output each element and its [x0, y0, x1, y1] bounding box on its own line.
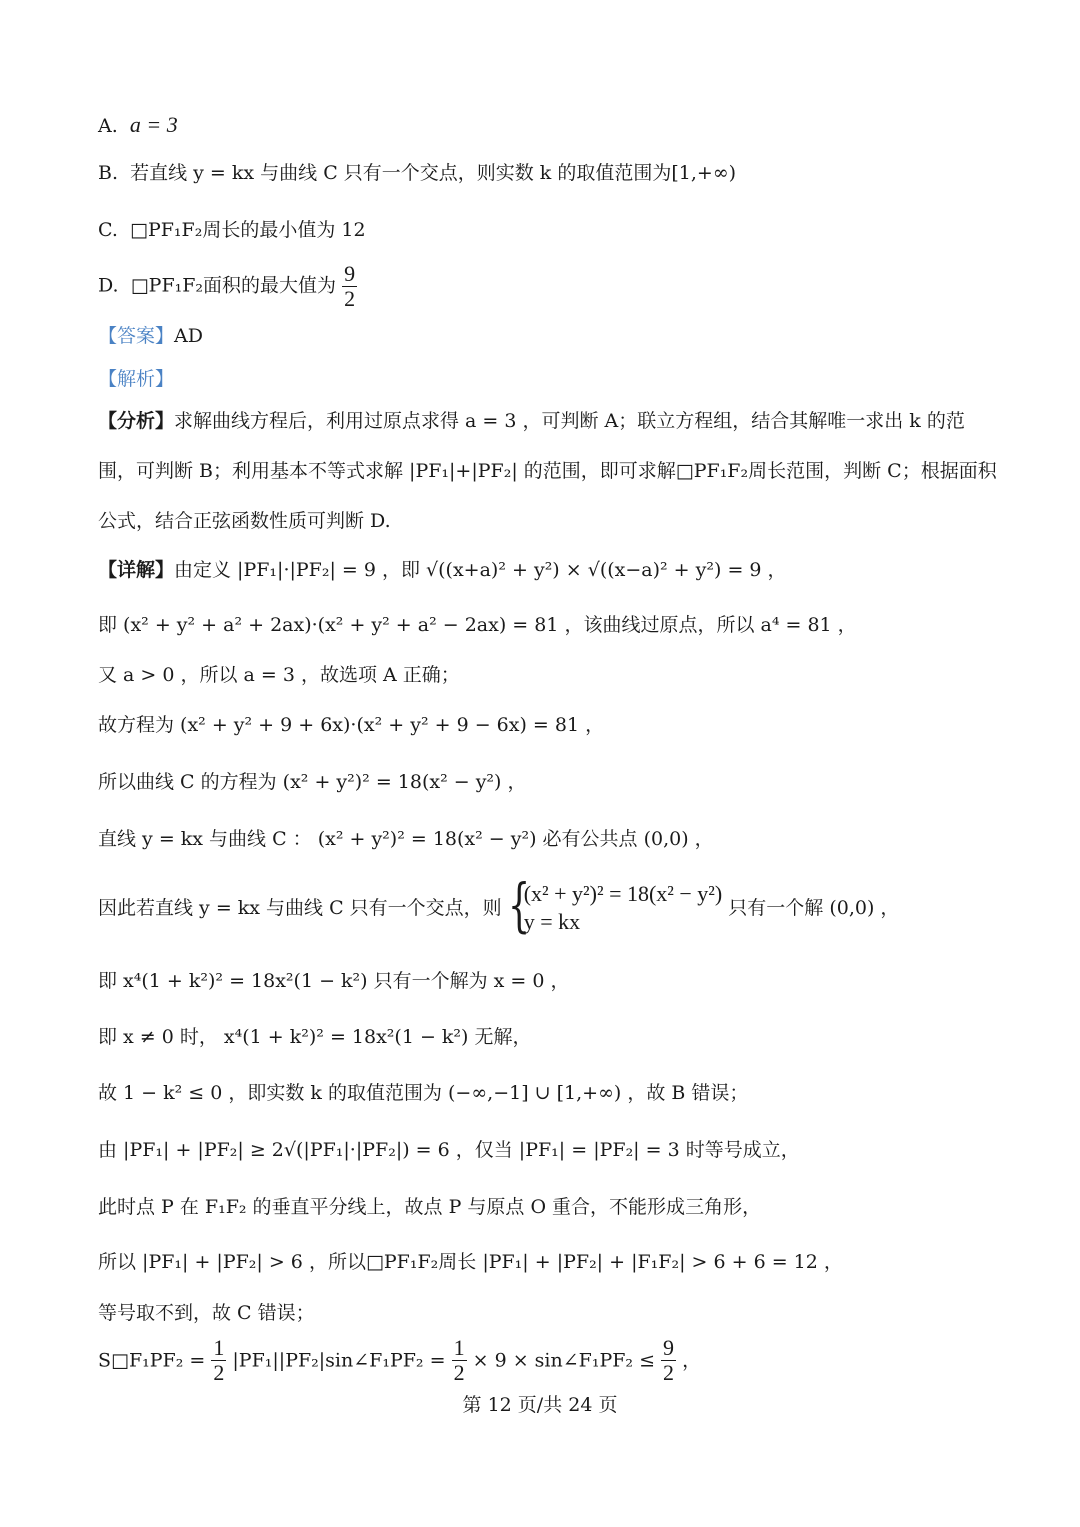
detail-line-13: 所以 |PF₁| + |PF₂| > 6 ，所以□PF₁F₂周长 |PF₁| + |PF₂| + |F₁F₂| > 6 + 6 = 12 ， — [98, 1251, 843, 1273]
detail-tag: 【详解】 — [98, 559, 175, 581]
detail-line-9: 即 x ≠ 0 时， x⁴(1 + k²)² = 18x²(1 − k²) 无解， — [98, 1026, 532, 1048]
fraction-half-1: $\frac{1}{2}$ — [213, 1335, 225, 1385]
detail-line-2: 即 (x² + y² + a² + 2ax)·(x² + y² + a² − 2ax) = 81 ，该曲线过原点，所以 a⁴ = 81 ， — [98, 614, 857, 636]
detail-line-12: 此时点 P 在 F₁F₂ 的垂直平分线上，故点 P 与原点 O 重合，不能形成三角形， — [98, 1196, 762, 1218]
analysis-tag-line — [98, 366, 174, 392]
equation-system: { (x² + y²)² = 18(x² − y²) y = kx — [507, 871, 723, 939]
detail-line-8: 即 x⁴(1 + k²)² = 18x²(1 − k²) 只有一个解为 x = 0 ， — [98, 970, 570, 992]
fenxi-line-1: 【分析】求解曲线方程后，利用过原点求得 a = 3 ，可判断 A；联立方程组，结合其解唯一求出 k 的范 — [98, 410, 965, 432]
option-b-text: 若直线 y = kx 与曲线 C 只有一个交点，则实数 k 的取值范围为[1,+∞) — [130, 162, 737, 184]
page-footer: 第 12 页/共 24 页 — [462, 1394, 618, 1416]
option-d: D. □PF₁F₂面积的最大值为 $\frac{9}{2}$ — [98, 261, 356, 311]
option-c: C. □PF₁F₂周长的最小值为 12 — [98, 219, 366, 241]
fraction-half-2: $\frac{1}{2}$ — [453, 1335, 465, 1385]
option-b: B. 若直线 y = kx 与曲线 C 只有一个交点，则实数 k 的取值范围为[1,+∞) — [98, 162, 737, 184]
answer-tag: 【答案】 — [98, 325, 175, 347]
fenxi-tag: 【分析】 — [98, 410, 175, 432]
detail-line-15: S□F₁PF₂ = $\frac{1}{2}$ |PF₁||PF₂|sin∠F₁PF₂ = $\frac{1}{2}$ × 9 × sin∠F₁PF₂ ≤ $\frac{9}{2}$ ， — [98, 1335, 702, 1385]
option-d-text: □PF₁F₂面积的最大值为 — [130, 274, 337, 297]
fraction-nine-halves-2: $\frac{9}{2}$ — [663, 1335, 675, 1385]
detail-line-4: 故方程为 (x² + y² + 9 + 6x)·(x² + y² + 9 − 6x) = 81 ， — [98, 714, 605, 736]
option-a-math: a = 3 — [129, 112, 178, 137]
detail-line-11: 由 |PF₁| + |PF₂| ≥ 2√(|PF₁|·|PF₂|) = 6 ，仅当 |PF₁| = |PF₂| = 3 时等号成立， — [98, 1139, 800, 1161]
detail-line-1: 【详解】由定义 |PF₁|·|PF₂| = 9 ，即 √((x+a)² + y²) × √((x−a)² + y²) = 9 ， — [98, 559, 787, 581]
detail-line-7: 因此若直线 y = kx 与曲线 C 只有一个交点，则 { (x² + y²)² = 18(x² − y²) y = kx 只有一个解 (0,0) ， — [98, 871, 900, 939]
answer-line — [98, 323, 203, 349]
option-a: A. a = 3 — [98, 112, 178, 137]
detail-line-14: 等号取不到，故 C 错误； — [98, 1302, 315, 1324]
detail-line-5: 所以曲线 C 的方程为 (x² + y²)² = 18(x² − y²) ， — [98, 771, 527, 793]
fenxi-line-2: 围，可判断 B；利用基本不等式求解 |PF₁|+|PF₂| 的范围，即可求解□PF₁F₂周长范围，判断 C；根据面积 — [98, 460, 997, 482]
fraction-nine-halves: $\frac{9}{2}$ — [344, 261, 356, 311]
fenxi-line-3: 公式，结合正弦函数性质可判断 D. — [98, 510, 391, 532]
analysis-tag: 【解析】 — [98, 368, 175, 390]
detail-line-10: 故 1 − k² ≤ 0 ，即实数 k 的取值范围为 (−∞,−1] ∪ [1,+∞) ，故 B 错误； — [98, 1082, 749, 1104]
answer-value: AD — [174, 325, 203, 347]
option-c-text: □PF₁F₂周长的最小值为 12 — [130, 219, 366, 241]
detail-line-6: 直线 y = kx 与曲线 C ： (x² + y²)² = 18(x² − y²) 必有公共点 (0,0) ， — [98, 828, 714, 850]
detail-line-3: 又 a > 0 ，所以 a = 3 ，故选项 A 正确； — [98, 664, 460, 686]
